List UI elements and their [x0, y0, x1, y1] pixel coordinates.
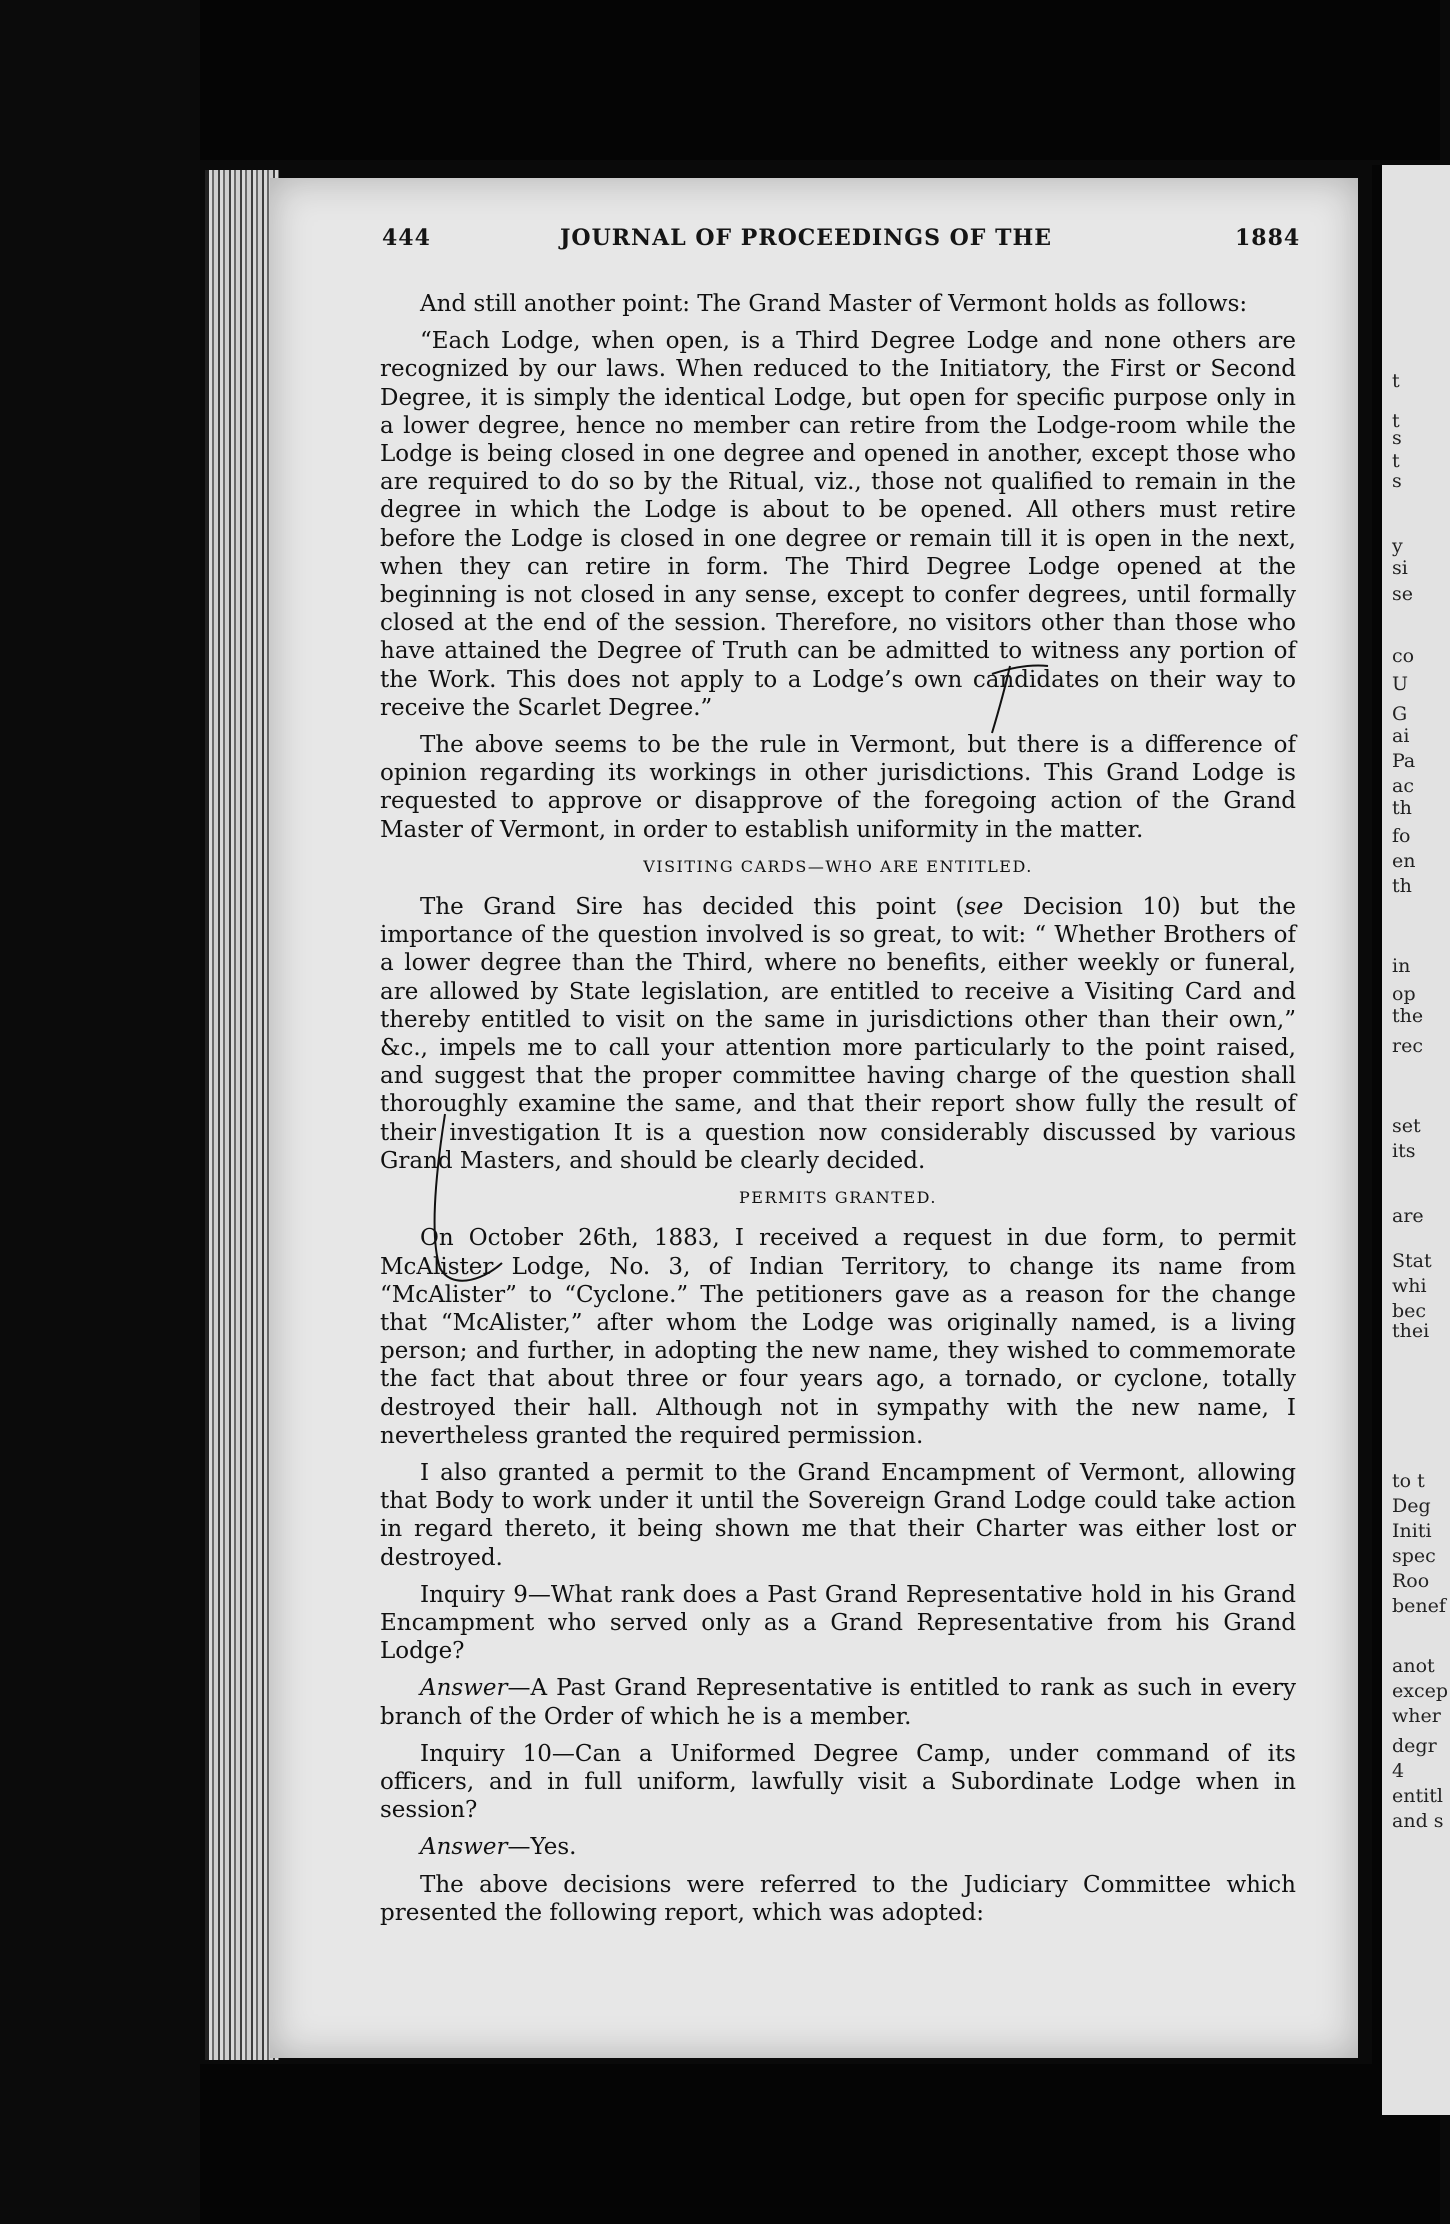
text-run: —Yes.	[507, 1834, 577, 1861]
facing-page-edge	[1372, 165, 1450, 2115]
facing-page-fragment: degr	[1392, 1735, 1437, 1757]
facing-page-fragment: op	[1392, 983, 1416, 1005]
facing-page-fragment: 4	[1392, 1760, 1405, 1782]
facing-page-fragment: t	[1392, 410, 1400, 432]
paragraph-inquiry-10: Inquiry 10—Can a Uniformed Degree Camp, under command of its officers, and in full uniform, lawfully visit a Subordinate Lodge when in session?	[380, 1740, 1296, 1824]
facing-page-fragment: G	[1392, 703, 1408, 725]
facing-page-fragment: spec	[1392, 1545, 1436, 1567]
facing-page-fragment: and s	[1392, 1810, 1444, 1832]
page-body	[380, 290, 1296, 1936]
facing-page-fragment: y	[1392, 535, 1403, 557]
facing-page-fragment: si	[1392, 557, 1408, 579]
paragraph-referred: The above decisions were referred to the Judiciary Committee which presented the following report, which was adopted:	[380, 1871, 1296, 1926]
film-border-bottom	[0, 2064, 1440, 2224]
running-header	[270, 225, 1358, 265]
paragraph-rule: The above seems to be the rule in Vermont, but there is a difference of opinion regarding its workings in other jurisdictions. This Grand Lodge is requested to approve or disapprove of the foregoing action of the Grand Master of Vermont, in order to establish uniformity in the matter.	[380, 732, 1296, 843]
answer-label: Answer	[420, 1834, 508, 1861]
paragraph-grand-sire	[380, 893, 1296, 1175]
answer-label: Answer	[420, 1675, 508, 1702]
facing-page-fragment: set	[1392, 1115, 1421, 1137]
text-run: —A Past Grand Representative is entitled to rank as such in every branch of the Order of which he is a member.	[380, 1675, 1296, 1730]
section-heading-visiting-cards: VISITING CARDS—WHO ARE ENTITLED.	[643, 856, 1033, 876]
facing-page-fragment: the	[1392, 1005, 1424, 1027]
paragraph-answer-9	[380, 1674, 1296, 1730]
facing-page-fragment: se	[1392, 583, 1413, 605]
facing-page-fragment: thei	[1392, 1320, 1430, 1342]
running-title: JOURNAL OF PROCEEDINGS OF THE	[560, 225, 1053, 251]
text-run: Decision 10) but the importance of the question involved is so great, to wit: “ Whether Brothers of a lower degree than the Third, where no benefits, either weekly or funeral, are allowed by State legislation, are entitled to receive a Visiting Card and thereby entitled to visit on the same in jurisdictions other than their own,” &c., impels me to call your attention more particularly to the point raised, and suggest that the proper committee having charge of the question shall thoroughly examine the same, and that their report show fully the result of their investigation It is a question now considerably discussed by various Grand Masters, and should be clearly decided.	[380, 894, 1296, 1174]
facing-page-fragment: whi	[1392, 1275, 1427, 1297]
facing-page-fragment: s	[1392, 427, 1402, 449]
facing-page-fragment: fo	[1392, 825, 1411, 847]
film-border-top	[0, 0, 1440, 160]
book-gutter	[205, 170, 279, 2060]
facing-page-fragment: rec	[1392, 1035, 1423, 1057]
page-number: 444	[382, 225, 431, 251]
text-run: The Grand Sire has decided this point (	[420, 894, 965, 921]
facing-page-fragment: its	[1392, 1140, 1416, 1162]
facing-page-fragment: Deg	[1392, 1495, 1431, 1517]
section-heading-permits: PERMITS GRANTED.	[739, 1188, 937, 1208]
facing-page-fragment: Pa	[1392, 750, 1416, 772]
facing-page-fragment: anot	[1392, 1655, 1435, 1677]
facing-page-fragment: Roo	[1392, 1570, 1430, 1592]
paragraph-quotation: “Each Lodge, when open, is a Third Degree Lodge and none others are recognized by our laws. When reduced to the Initiatory, the First or Second Degree, it is simply the identical Lodge, but open for specific purpose only in a lower degree, hence no member can retire from the Lodge-room while the Lodge is being closed in one degree and opened in another, except those who are required to do so by the Ritual, viz., those not qualified to remain in the degree in which the Lodge is about to be opened. All others must retire before the Lodge is closed in one degree or remain till it is open in the next, when they can retire in form. The Third Degree Lodge opened at the beginning is not closed in any sense, except to confer degrees, until formally closed at the end of the session. Therefore, no visitors other than those who have attained the Degree of Truth can be admitted to witness any portion of the Work. This does not apply to a Lodge’s own candidates on their way to receive the Scarlet Degree.”	[380, 328, 1296, 721]
italic-see: see	[964, 894, 1004, 921]
facing-page-fragment: th	[1392, 797, 1412, 819]
facing-page-fragment: wher	[1392, 1705, 1441, 1727]
facing-page-fragment: en	[1392, 850, 1416, 872]
paragraph-intro: And still another point: The Grand Master of Vermont holds as follows:	[420, 291, 1248, 317]
facing-page-fragment: entitl	[1392, 1785, 1443, 1807]
facing-page-fragment: co	[1392, 645, 1415, 667]
film-border-left	[0, 0, 200, 2224]
facing-page-fragment: benef	[1392, 1595, 1446, 1617]
facing-page-fragment: ai	[1392, 725, 1410, 747]
facing-page-fragment: U	[1392, 673, 1409, 695]
facing-page-fragment: s	[1392, 470, 1402, 492]
facing-page-fragment: th	[1392, 875, 1412, 897]
facing-page-fragment: t	[1392, 450, 1400, 472]
paragraph-inquiry-9: Inquiry 9—What rank does a Past Grand Representative hold in his Grand Encampment who served only as a Grand Representative from his Grand Lodge?	[380, 1581, 1296, 1665]
paragraph-encampment: I also granted a permit to the Grand Encampment of Vermont, allowing that Body to work under it until the Sovereign Grand Lodge could take action in regard thereto, it being shown me that their Charter was either lost or destroyed.	[380, 1459, 1296, 1571]
facing-page-fragment: to t	[1392, 1470, 1425, 1492]
facing-page-fragment: ac	[1392, 775, 1414, 797]
facing-page-fragment: Initi	[1392, 1520, 1432, 1542]
facing-page-fragment: Stat	[1392, 1250, 1432, 1272]
header-year: 1884	[1235, 225, 1301, 251]
facing-page-fragment: in	[1392, 955, 1411, 977]
facing-page-fragment: excep	[1392, 1680, 1449, 1702]
journal-page	[270, 178, 1358, 2058]
paragraph-answer-10	[380, 1833, 1296, 1861]
paragraph-mcalister: On October 26th, 1883, I received a request in due form, to permit McAlister Lodge, No. 3, of Indian Territory, to change its name from “McAlister” to “Cyclone.” The petitioners gave as a reason for the change that “McAlister,” after whom the Lodge was originally named, is a living person; and further, in adopting the new name, they wished to commemorate the fact that about three or four years ago, a tornado, or cyclone, totally destroyed their hall. Although not in sympathy with the new name, I nevertheless granted the required permission.	[380, 1225, 1296, 1449]
facing-page-fragment: t	[1392, 370, 1400, 392]
facing-page-fragment: are	[1392, 1205, 1424, 1227]
facing-page-fragment: bec	[1392, 1300, 1427, 1322]
